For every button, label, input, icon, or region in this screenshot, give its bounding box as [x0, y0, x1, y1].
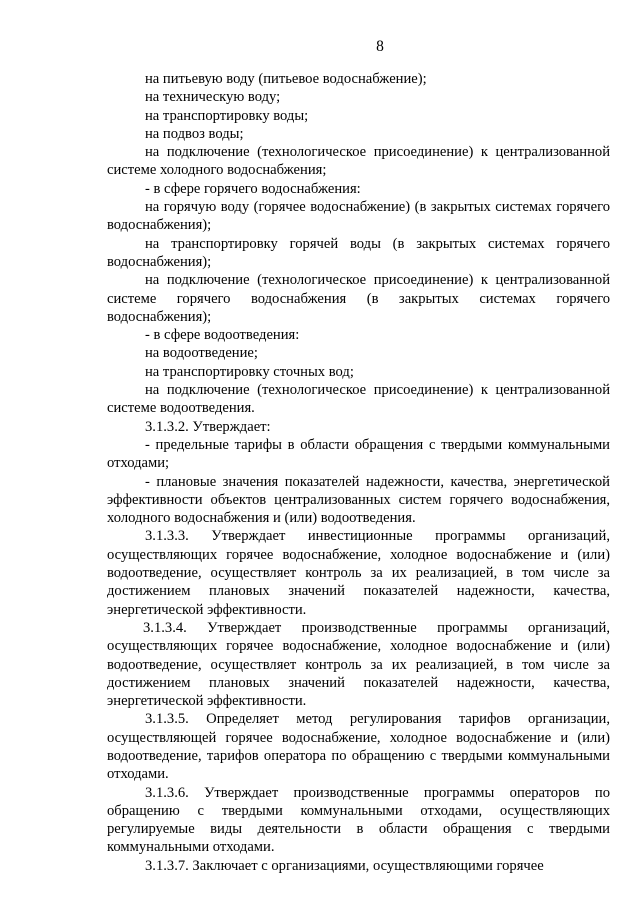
page-number: 8: [376, 38, 384, 55]
paragraph-3-1-3-6: 3.1.3.6. Утверждает производственные программы операторов по обращению с твердыми коммунальными отходами, осуществляющих регулируемые виды деятельности в области обращения с твердыми коммунальными отходами.: [107, 784, 610, 856]
paragraph-tariffs-solid-waste: - предельные тарифы в области обращения с твердыми коммунальными отходами;: [107, 436, 610, 472]
document-body: [107, 70, 610, 875]
paragraph-3-1-3-5: 3.1.3.5. Определяет метод регулирования тарифов организации, осуществляющей горячее водоснабжение, холодное водоснабжение и (или) водоотведение, тарифов оператора по обращению с твердыми коммунальными отходами.: [107, 711, 610, 783]
paragraph-3-1-3-3: 3.1.3.3. Утверждает инвестиционные программы организаций, осуществляющих горячее водоснабжение, холодное водоснабжение и (или) водоотведение, осуществляет контроль за их реализацией, в том числе за достижением плановых значений показателей надежности, качества, энергетической эффективности.: [107, 528, 610, 618]
paragraph-sewage-transport: на транспортировку сточных вод;: [145, 363, 354, 380]
paragraph-wastewater-connection: на подключение (технологическое присоединение) к централизованной системе водоотведения.: [107, 382, 610, 417]
paragraph-hot-water: на горячую воду (горячее водоснабжение) (в закрытых системах горячего водоснабжения);: [107, 199, 610, 234]
paragraph-wastewater: на водоотведение;: [145, 345, 258, 362]
paragraph-technical-water: на техническую воду;: [145, 89, 281, 106]
paragraph-planned-indicators: - плановые значения показателей надежности, качества, энергетической эффективности объектов централизованных систем горячего водоснабжения, холодного водоснабжения и (или) водоотведения.: [107, 473, 610, 527]
paragraph-cold-water-connection: на подключение (технологическое присоединение) к централизованной системе холодного водоснабжения;: [107, 144, 610, 179]
paragraph-3-1-3-2: 3.1.3.2. Утверждает:: [145, 418, 271, 435]
paragraph-hot-water-connection: на подключение (технологическое присоединение) к централизованной системе горячего водоснабжения (в закрытых системах горячего водоснабжения);: [107, 272, 610, 325]
paragraph-wastewater-heading: - в сфере водоотведения:: [145, 327, 300, 344]
paragraph-3-1-3-4: 3.1.3.4. Утверждает производственные программы организаций, осуществляющих горячее водоснабжение, холодное водоснабжение и (или) водоотведение, осуществляет контроль за их реализацией, в том числе за достижением плановых значений показателей надежности, качества, энергетической эффективности.: [107, 619, 610, 710]
paragraph-3-1-3-7: 3.1.3.7. Заключает с организациями, осуществляющими горячее: [145, 857, 544, 874]
paragraph-hot-water-heading: - в сфере горячего водоснабжения:: [145, 180, 361, 197]
paragraph-drinking-water: на питьевую воду (питьевое водоснабжение);: [145, 71, 427, 87]
paragraph-water-transport: на транспортировку воды;: [145, 107, 309, 124]
paragraph-hot-water-transport: на транспортировку горячей воды (в закрытых системах горячего водоснабжения);: [107, 235, 610, 270]
paragraph-water-delivery: на подвоз воды;: [145, 125, 244, 142]
